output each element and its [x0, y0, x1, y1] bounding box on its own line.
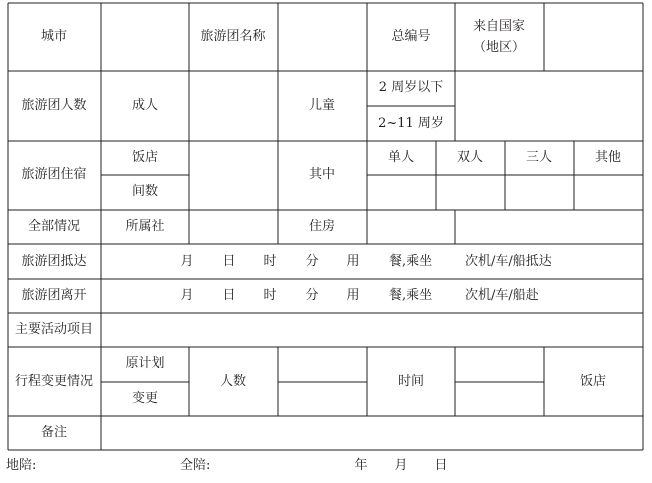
label-arrival: 旅游团抵达 [21, 254, 87, 269]
label-serial-number: 总编号 [391, 29, 431, 44]
label-change: 变更 [131, 391, 159, 406]
label-overall: 全部情况 [27, 219, 81, 234]
label-room-count: 间数 [131, 184, 159, 199]
label-itinerary-change: 行程变更情况 [14, 374, 94, 389]
label-agency: 所属社 [125, 219, 165, 234]
label-under-2: 2 周岁以下 [378, 80, 444, 95]
departure-meal-ride-text: 餐,乘坐 [389, 288, 433, 303]
label-persons: 人数 [219, 374, 247, 389]
footer-year: 年 [354, 458, 368, 473]
arrival-hour-unit: 时 [263, 254, 277, 269]
label-adults: 成人 [131, 98, 159, 113]
departure-hour-unit: 时 [263, 288, 277, 303]
label-original-plan: 原计划 [125, 356, 165, 371]
arrival-minute-unit: 分 [305, 254, 319, 269]
label-single: 单人 [387, 150, 415, 165]
label-time: 时间 [397, 374, 425, 389]
label-main-activities: 主要活动项目 [14, 322, 94, 337]
label-housing: 住房 [308, 219, 336, 234]
label-other: 其他 [594, 150, 622, 165]
label-city: 城市 [40, 29, 68, 44]
label-triple: 三人 [525, 150, 553, 165]
arrival-use-text: 用 [346, 254, 360, 269]
label-origin-country: 来自国家 [472, 19, 526, 34]
departure-month-unit: 月 [180, 288, 194, 303]
departure-minute-unit: 分 [305, 288, 319, 303]
label-remarks: 备注 [40, 425, 68, 440]
label-tour-group-name: 旅游团名称 [200, 29, 266, 44]
footer-day: 日 [434, 458, 448, 473]
label-origin-region: （地区） [472, 40, 526, 55]
departure-use-text: 用 [346, 288, 360, 303]
footer-month: 月 [394, 458, 408, 473]
departure-day-unit: 日 [222, 288, 236, 303]
label-hotel-change: 饭店 [579, 374, 607, 389]
label-group-count: 旅游团人数 [21, 98, 87, 113]
departure-transport-text: 次机/车/船赴 [465, 288, 539, 303]
label-double: 双人 [456, 150, 484, 165]
arrival-meal-ride-text: 餐,乘坐 [389, 254, 433, 269]
footer-national-guide: 全陪: [180, 458, 211, 473]
arrival-day-unit: 日 [222, 254, 236, 269]
label-departure: 旅游团离开 [21, 288, 87, 303]
label-age-2-11: 2~11 周岁 [378, 116, 444, 131]
label-children: 儿童 [308, 98, 336, 113]
arrival-month-unit: 月 [180, 254, 194, 269]
arrival-transport-text: 次机/车/船抵达 [465, 254, 552, 269]
label-of-which: 其中 [308, 167, 336, 182]
footer-local-guide: 地陪: [6, 458, 37, 473]
label-hotel: 饭店 [131, 150, 159, 165]
label-lodging: 旅游团住宿 [21, 167, 87, 182]
